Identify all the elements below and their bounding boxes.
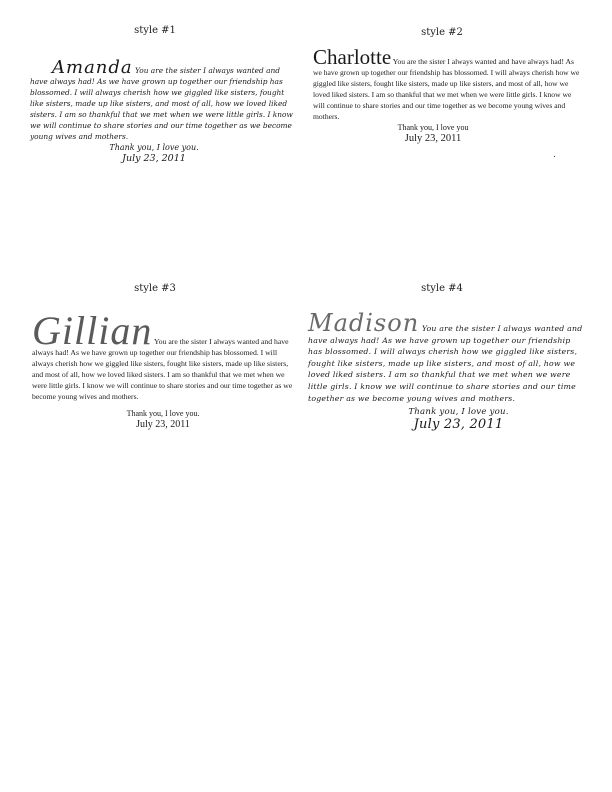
style-3-closing: Thank you, I love you. — [126, 409, 200, 418]
style-1-sample — [30, 57, 298, 164]
style-4-body: You are the sister I always wanted and have always had! As we have grown up together our friendship has blossomed. I will always cherish how we giggled like sisters, fought like sisters, made up like sisters, and most of all, how we loved liked sisters. I am so thankful that we met when we were little girls. I know we will continue to share stories and our time together as we become young wives and mothers. — [308, 324, 583, 403]
style-1-closing: Thank you, I love you. — [109, 143, 199, 152]
style-3-paragraph — [32, 308, 294, 402]
style-3-date: July 23, 2011 — [136, 419, 190, 430]
style-2-sample — [313, 45, 583, 144]
style-3-body: You are the sister I always wanted and have always had! As we have grown up together our friendship has blossomed. I will always cherish how we giggled like sisters, fought like sisters, made up like sisters, and most of all, how we loved liked sisters. I am so thankful that we met when we were little girls. I know we will continue to share stories and our time together as we become young wives and mothers. — [32, 337, 293, 401]
style-2-label: style #2 — [421, 27, 463, 38]
style-4-paragraph — [308, 309, 584, 404]
style-4-date: July 23, 2011 — [413, 416, 504, 432]
style-2-name: Charlotte — [313, 45, 392, 69]
style-1-paragraph — [30, 57, 298, 142]
style-1-label: style #1 — [134, 25, 176, 36]
style-3-name: Gillian — [32, 308, 153, 353]
style-3-sample — [32, 308, 294, 430]
style-1-body: You are the sister I always wanted and have always had! As we have grown up together our friendship has blossomed. I will always cherish how we giggled like sisters, fought like sisters, made up like sisters, and most of all, how we loved liked sisters. I am so thankful that we met when we were little girls. I know we will continue to share stories and our time together as we become young wives and mothers. — [30, 66, 293, 141]
style-4-closing: Thank you, I love you. — [408, 407, 509, 418]
style-4-name: Madison — [308, 309, 420, 337]
style-4-sample — [308, 309, 584, 432]
style-1-date: July 23, 2011 — [122, 153, 186, 164]
style-3-label: style #3 — [134, 283, 176, 294]
style-2-paragraph — [313, 45, 583, 122]
style-2-closing: Thank you, I love you — [397, 123, 469, 132]
style-2-body: You are the sister I always wanted and have always had! As we have grown up together our friendship has blossomed. I will always cherish how we giggled like sisters, fought like sisters, made up like sisters, and most of all, how we loved liked sisters. I am so thankful that we met when we were little girls. I know we will continue to share stories and our time together as we become young wives and mothers. — [313, 57, 580, 121]
stray-dot: . — [553, 150, 556, 160]
style-2-date: July 23, 2011 — [404, 133, 462, 144]
style-1-name: Amanda — [52, 57, 133, 78]
style-4-label: style #4 — [421, 283, 463, 294]
